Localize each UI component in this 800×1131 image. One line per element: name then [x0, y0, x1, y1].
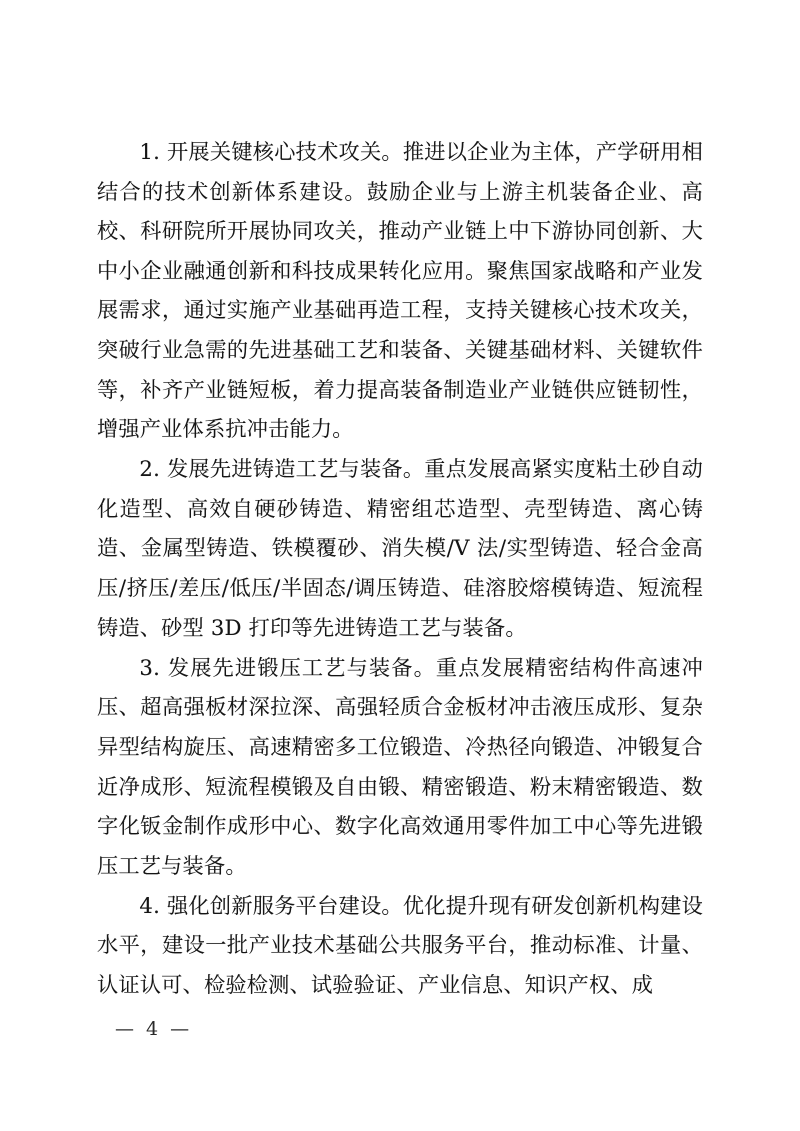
page-number: — 4 — [115, 1018, 193, 1040]
paragraph-item-4: 4. 强化创新服务平台建设。优化提升现有研发创新机构建设水平，建设一批产业技术基础公共服务平台，推动标准、计量、认证认可、检验检测、试验验证、产业信息、知识产权、成 [97, 892, 703, 997]
paragraph-item-2: 2. 发展先进铸造工艺与装备。重点发展高紧实度粘土砂自动化造型、高效自硬砂铸造、精密组芯造型、壳型铸造、离心铸造、金属型铸造、铁模覆砂、消失模/V 法/实型铸造、轻合金高压/挤压/差压/低压/半固态/调压铸造、硅溶胶熔模铸造、短流程铸造、砂型 3D 打印等先进铸造工艺与装备。 [97, 456, 703, 640]
paragraph-item-1: 1. 开展关键核心技术攻关。推进以企业为主体，产学研用相结合的技术创新体系建设。鼓励企业与上游主机装备企业、高校、科研院所开展协同攻关，推动产业链上中下游协同创新、大中小企业融通创新和科技成果转化应用。聚焦国家战略和产业发展需求，通过实施产业基础再造工程，支持关键核心技术攻关，突破行业急需的先进基础工艺和装备、关键基础材料、关键软件等，补齐产业链短板，着力提高装备制造业产业链供应链韧性，增强产业体系抗冲击能力。 [97, 139, 703, 442]
paragraph-item-3: 3. 发展先进锻压工艺与装备。重点发展精密结构件高速冲压、超高强板材深拉深、高强轻质合金板材冲击液压成形、复杂异型结构旋压、高速精密多工位锻造、冷热径向锻造、冲锻复合近净成形、短流程模锻及自由锻、精密锻造、粉末精密锻造、数字化钣金制作成形中心、数字化高效通用零件加工中心等先进锻压工艺与装备。 [97, 654, 703, 878]
body-text-column [97, 132, 703, 1005]
page-footer [97, 1014, 703, 1054]
